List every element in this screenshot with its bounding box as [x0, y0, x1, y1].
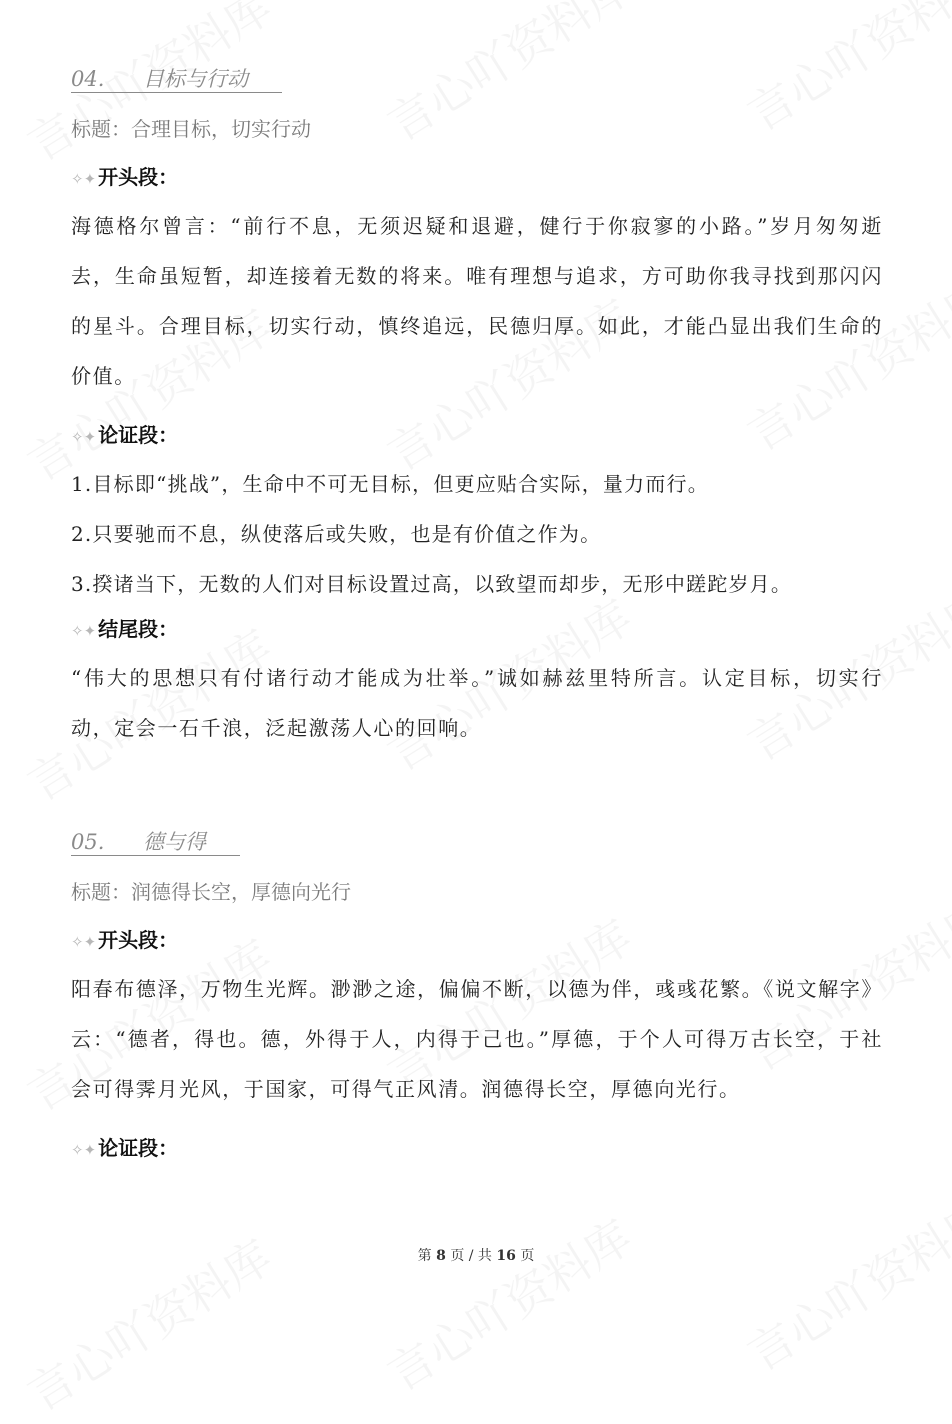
sparkle-icon: ✧✦	[71, 428, 97, 446]
section-number: 05.	[71, 830, 105, 854]
sparkle-icon: ✧✦	[71, 933, 97, 951]
closing-paragraph: “伟大的思想只有付诸行动才能成为壮举。”诚如赫兹里特所言。认定目标，切实行动，定会一石千浪，泛起激荡人心的回响。	[71, 666, 883, 740]
section-heading	[71, 829, 240, 856]
current-page: 8	[436, 1248, 446, 1264]
section-name: 目标与行动	[143, 67, 248, 91]
argument-point: 3.揆诸当下，无数的人们对目标设置过高，以致望而却步，无形中蹉跎岁月。	[71, 572, 793, 596]
argument-point: 2.只要驰而不息，纵使落后或失败，也是有价值之作为。	[71, 522, 602, 546]
page-footer: 第 8 页 / 共 16 页	[417, 1248, 535, 1264]
essay-title: 标题：润德得长空，厚德向光行	[71, 880, 351, 904]
opening-paragraph: 阳春布德泽，万物生光辉。渺渺之途，偏偏不断，以德为伴，彧彧花繁。《说文解字》云：“德者，得也。德，外得于人，内得于己也。”厚德，于个人可得万古长空，于社会可得霁月光风，于国家，可得气正风清。润德得长空，厚德向光行。	[71, 977, 883, 1101]
essay-title: 标题：合理目标，切实行动	[71, 117, 311, 141]
total-pages: 16	[496, 1248, 516, 1264]
section-name: 德与得	[143, 830, 206, 854]
argument-label: ✧✦ 论证段：	[71, 423, 179, 447]
opening-label: ✧✦ 开头段：	[71, 165, 179, 189]
watermark	[733, 1182, 952, 1384]
opening-paragraph: 海德格尔曾言：“前行不息，无须迟疑和退避，健行于你寂寥的小路。”岁月匆匆逝去，生命虽短暂，却连接着无数的将来。唯有理想与追求，方可助你我寻找到那闪闪的星斗。合理目标，切实行动，慎终追远，民德归厚。如此，才能凸显出我们生命的价值。	[71, 214, 883, 388]
argument-label: ✧✦ 论证段：	[71, 1136, 179, 1160]
watermark	[373, 1202, 642, 1404]
section-number: 04.	[71, 67, 105, 91]
document-page	[71, 62, 883, 1164]
sparkle-icon: ✧✦	[71, 622, 97, 640]
closing-label: ✧✦ 结尾段：	[71, 617, 179, 641]
sparkle-icon: ✧✦	[71, 170, 97, 188]
sparkle-icon: ✧✦	[71, 1141, 97, 1159]
opening-label: ✧✦ 开头段：	[71, 928, 179, 952]
section-heading	[71, 66, 282, 93]
argument-point: 1.目标即“挑战”，生命中不可无目标，但更应贴合实际，量力而行。	[71, 472, 709, 496]
